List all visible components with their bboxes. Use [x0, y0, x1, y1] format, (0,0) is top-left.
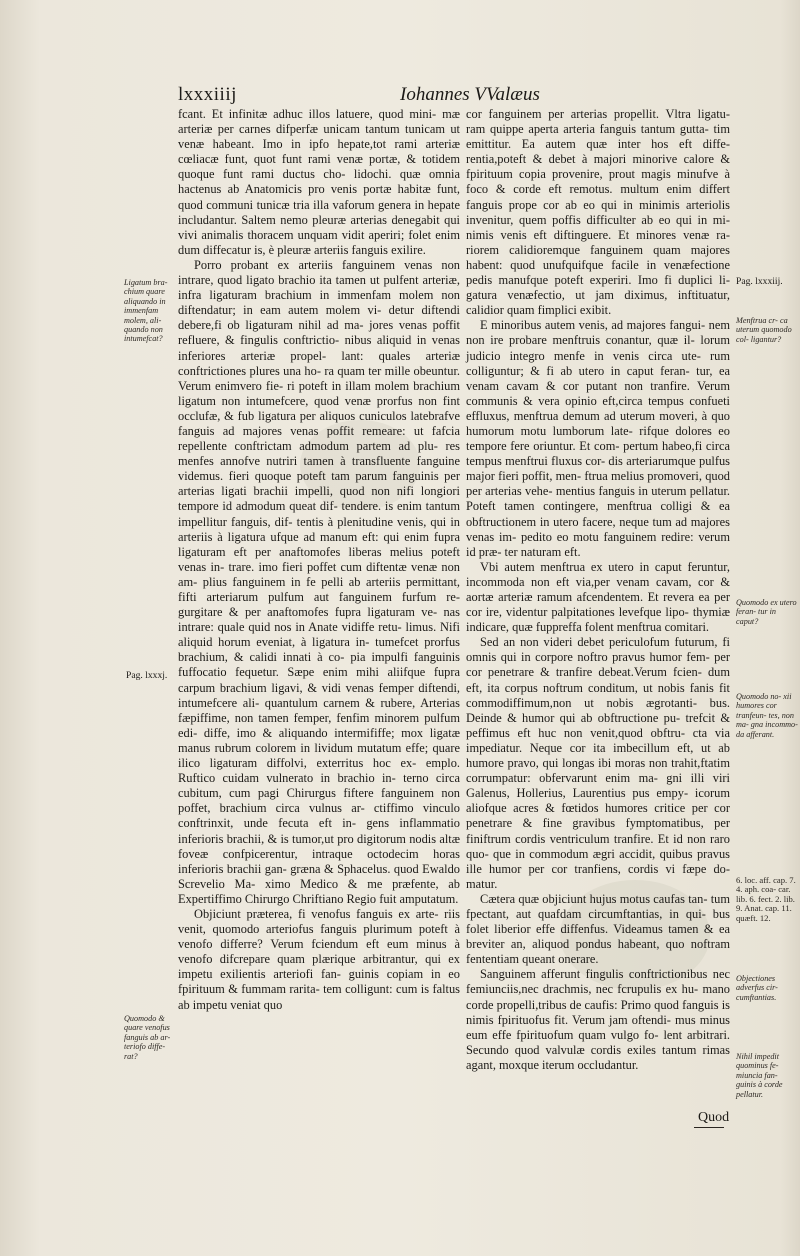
catchword: Quod — [698, 1110, 730, 1125]
paragraph: Sanguinem afferunt fingulis conftrictionibus nec femiunciis,nec drachmis, nec fcrupulis ex hu- mano corde propelli,tribus de caufis: Primo quod fanguis is nimis fpirituofus fit. Verum jam oftendi- mus minus eum effe fpirituofum quam vulgo fo- lent arbitrari. Secundo quod valvulæ cordis exiles tantum rimas agant, moxque iterum occludantur. — [466, 967, 730, 1072]
page-reference: Pag. lxxxiij. — [736, 276, 783, 287]
margin-note: Nihil impedit quominus fe- miuncia fan- guinis à corde pellatur. — [736, 1052, 783, 1099]
paragraph: E minoribus autem venis, ad majores fangui- nem non ire probare menftruis conantur, quæ il- lorum judicio integro menfe in venis circa ute- rum colliguntur; & fi ab utero in caput feran- tur, ea venam cavam & cor putant non tranfire. Verum communis & vera opinio eft,circa tempus confueti effluxus, menftrua demum ad uterum moveri, à quo humorum motu lumborum late- rifque dolores eo tempore fere oriuntur. Et com- pertum habeo,fi circa tempus menftrui fluxus cor- dis arteriarumque pulfus major fieri poffit, men- ftrua melius promoveri, quod per arterias vehe- mentius fanguis in uterum pellatur. Poteft tamen contingere, menftrua colligi & ea obftructionem in utero facere, neque tum ad majores venas im- pedito eo motu fanguinem redire: verum id præ- ter naturam eft. — [466, 318, 730, 559]
paragraph: Porro probant ex arteriis fanguinem venas non intrare, quod ligato brachio ita tamen ut pulfent arteriæ, infra ligaturam brachium in immenfam molem non diftendatur; in eam autem molem vi- detur diftendi debere,fi ob ligaturam nihil ad ma- jores venas poffit refluere, & fingulis conftrictio- nibus aliquid in venas inferiores arteriæ propel- lant: quales arteriæ conftrictiones plures una ho- ra quam ter mille obeuntur. Verum enimvero fie- ri poteft in illam molem brachium ligatum non intumefcere, quod venæ prorfus non fint occlufæ, & fub ligatura per aliquos cuniculos latebrafve fanguis ad majores venas poffit remeare: ut fafcia repellente conftrictam admodum partem ad plu- res menfes annofve nutriri tamen à transfluente fanguine videmus. fieri quoque poteft tam parum fanguinis per arterias ligati brachii impelli, quod non nifi longiori tempore id admodum queat dif- tendere. is enim tantum impellitur fanguis, dif- tentis à plenitudine venis, qui in arteriis à ligatura ufque ad manum eft: qui enim fupra ligaturam eft per anaftomofes liberas melius poteft venas in- trare. imo fieri poffet cum diftentæ venæ non am- plius fanguinem in fe pelli ab arteriis permittant, fifti arteriarum pulfum aut fanguinem furfum re- gurgitare & per anaftomofes fupra ligaturam ve- nas intrare: quale quid nos in Anate vidiffe retu- limus. Nifi aliquid horum eveniat, à ligatura in- tumefcet prorfus brachium, & calidi innati à co- pia impulfi fanguinis fuffocatio fequetur. Sæpe enim mihi aliifque fupra carpum brachium ligavi, & vidi venas femper diftendi, intumefcere ali- quantulum carnem & rubere, Arterias fæpiffime, non tamen femper, fenfim minorem pulfum edi- diffe, imo & aliquando intermififfe; mox ligatæ manus rubrum colorem in lividum mutatum effe; quare ilico ligaturam diffolvi, exterritus hoc ex- emplo. Rufticо cuidam vulnerato in brachio in- terno circa cubitum, cum pagi Chirurgus fiftere fanguinem non poffet, brachium circa vulnus ar- ctiffimo vinculo conftrinxit, unde fecuta eft in- gens inflammatio inferioris brachii, & is tumor,ut pro digitorum nodis altæ foveæ confpicerentur, intraque octodecim horas inferioris brachii gan- græna & Sphacelus. quod Ewaldo Screvelio Ma- ximo Medico & me præfente, ab Expertiffimo Chirurgo Chriftiano Regio fuit amputatum. — [178, 257, 460, 906]
running-title: Iohannes VValæus — [400, 84, 540, 105]
margin-note: Menftrua cr- ca uterum quomodo col- ligantur? — [736, 316, 792, 344]
margin-note: Quomodo ex utero feran- tur in caput? — [736, 598, 797, 626]
page-number: lxxxiiij — [178, 84, 237, 105]
paragraph: fcant. Et infinitæ adhuc illos latuere, quod mini- mæ arteriæ per carnes difperfæ unicam tantum tunicam ut venæ habeant. Imo in ipfo hepate,tot rami arteriæ cœliacæ funt, quot funt rami venæ portæ, & totidem quoque funt rami ductus cho- lidochi. quæ omnia hactenus ab Anatomicis pro venis portæ habitæ funt, quod communi tunicæ tria illa vaforum genera in hepate includantur. Saltem nemo pleuræ arterias denegabit qui vivi animalis thoracem unquam vidit aperiri; folet enim dum diffecatur is, è pleuræ arteriis fanguis exilire. — [178, 107, 460, 257]
page-reference: Pag. lxxxj. — [126, 670, 168, 681]
margin-note: Quomodo no- xii humores cor tranfeun- tes, non ma- gna incommo- da afferant. — [736, 692, 798, 739]
paragraph: Vbi autem menftrua ex utero in caput feruntur, incommoda non eft via,per venam cavam, cor & aortæ arteriæ ramum afcendentem. Et revera ea per cor ire, videntur palpitationes levefque lipo- thymiæ indicare, quæ fuppreffa folent menftrua comitari. — [466, 559, 730, 635]
page-header — [178, 84, 760, 106]
paragraph: Objiciunt præterea, fi venofus fanguis ex arte- riis venit, quomodo arteriofus fanguis plurimum poteft à venofo differre? Verum fciendum eft eum minus à venofo difcrepare quam plærique arbitrantur, qui ex impetu exilientis arteriofi fan- guinis copiam in eo fpirituum & fummam rarita- tem colligunt: cum is faltus ab impetu veniat quo — [178, 906, 460, 1012]
paragraph: Cætera quæ objiciunt hujus motus caufas tan- tum fpectant, aut quafdam circumftantias, in qui- bus folet liberior effe diffenfus. Videamus tamen & ea breviter an, aliquod pondus habeant, quo noftram fententiam queant onerare. — [466, 891, 730, 967]
catchword-underline — [694, 1127, 724, 1128]
citation-references: 6. loc. aff. cap. 7. 4. aph. coa- car. lib. 6. fect. 2. lib. 9. Anat. cap. 11. quæft. 12. — [736, 875, 796, 923]
margin-note: Objectiones adverfus cir- cumftantias. — [736, 974, 778, 1002]
margin-note: Quomodo & quare venofus fanguis ab ar- teriofo diffe- rat? — [124, 1014, 171, 1061]
margin-note: Ligatum bra- chium quare aliquando in immenfam molem, ali- quando non intumefcat? — [124, 278, 168, 344]
right-text-column — [466, 107, 730, 1073]
paragraph: cor fanguinem per arterias propellit. Vltra ligatu- ram quippe aperta arteria fanguis tantum gutta- tim emittitur. Ea autem quæ inter hos eft diffe- rentia,poteft & debet à majori minorive calore & fpirituum copia provenire, prout magis minufve à foco & corde eft remotus. multum enim differt fanguis prope cor ab eo qui in minimis arteriolis invenitur, quem poffis difficulter ab eo qui in mi- nimis venis eft diftinguere. Et minores venæ ra- riorem calidioremque fanguinem quam majores habent: quod unufquifque facile in venæfectione pedis manufque poteft experiri. Imo fi duplici li- gatura venæfectio, ut jam diximus, inftituatur, calidior quam fimplici exibit. — [466, 107, 730, 318]
left-text-column — [178, 107, 460, 1013]
paragraph: Sed an non videri debet periculofum futurum, fi omnis qui in corpore noftro pravus humor fem- per cor penetrare & tranfire debeat.Verum fcien- dum eft, ita corpus noftrum conditum, ut nobis fanis fit commodiffimum,non ut nobis ægrotanti- bus. Deinde & humor qui ab obftructione pu- trefcit & peffimus eft huc non venit,quod obftru- cta via impediatur. Neque cor ita imbecillum eft, ut ab humore pravo, qui longas ibi moras non trahit,ftatim corrumpatur: obfervarunt enim ma- gni illi viri Galenus, Hollerius, Laurentius pus empy- icorum aliofque acres & fœtidos humores critice per cor penetrare & fine gravibus fymptomatibus, per finiftrum cordis ventriculum tranfire. Et id non raro quo- que in commodum ægri accidit, quibus pravus ille humor per cor tranfiens, cordis vi fæpe do- matur. — [466, 635, 730, 891]
